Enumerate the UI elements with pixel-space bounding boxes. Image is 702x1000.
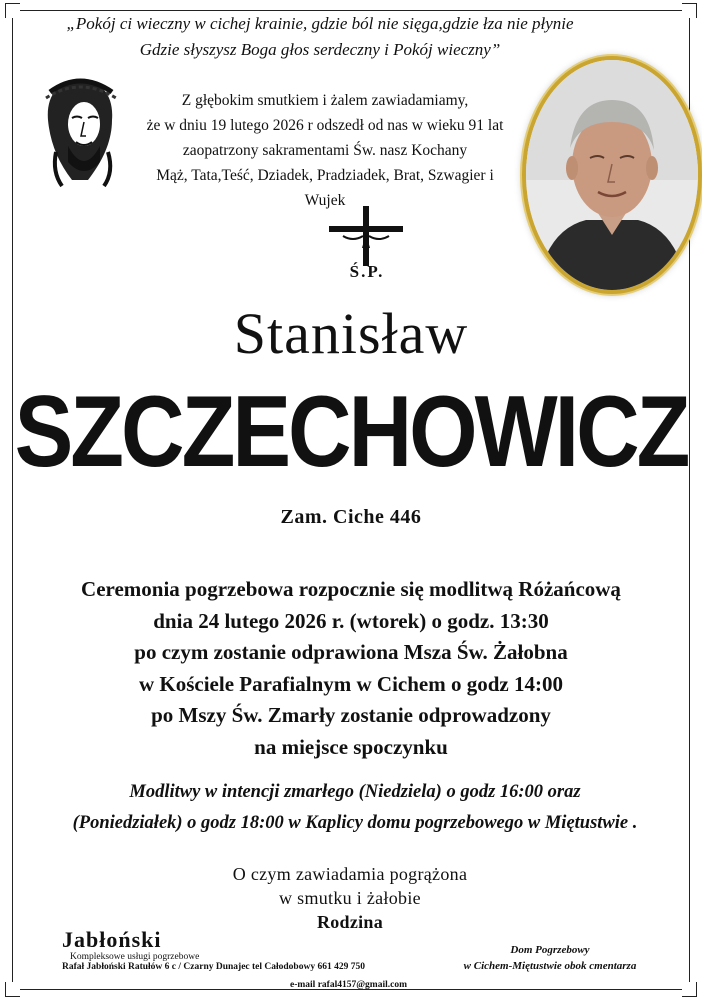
sp-abbreviation: Ś.P. xyxy=(349,262,385,281)
ceremony-line: na miejsce spoczynku xyxy=(254,734,448,759)
contact-line: Rafał Jabłoński Ratułów 6 c / Czarny Dunajec tel Całodobowy 661 429 750 xyxy=(62,962,365,972)
intro-line: zaopatrzony sakramentami Św. nasz Kochany xyxy=(182,142,468,159)
funeral-home-logo xyxy=(62,928,382,963)
closing-line: O czym zawiadamia pogrążona xyxy=(232,864,468,884)
corner-ornament xyxy=(682,982,697,997)
logo-name: Jabłoński xyxy=(62,927,162,952)
deceased-first-name: Stanisław xyxy=(233,301,469,366)
ceremony-line: po Mszy Św. Zmarły zostanie odprowadzony xyxy=(151,703,551,727)
corner-ornament xyxy=(5,982,20,997)
prayer-schedule xyxy=(20,777,690,839)
announcement-text xyxy=(140,88,510,213)
intro-line: Z głębokim smutkiem i żalem zawiadamiamy, xyxy=(181,92,469,109)
ceremony-line: po czym zostanie odprawiona Msza Św. Żałobna xyxy=(134,640,568,664)
portrait-photo xyxy=(522,56,702,294)
ceremony-line: w Kościele Parafialnym w Cichem o godz 14:00 xyxy=(138,671,563,696)
prayer-line: Modlitwy w intencji zmarłego (Niedziela) o godz 16:00 oraz xyxy=(129,782,581,802)
deceased-surname: SZCZECHOWICZ xyxy=(14,373,688,488)
logo-subtitle: Kompleksowe usługi pogrzebowe xyxy=(70,952,200,962)
quote-line-2: Gdzie słyszysz Boga głos serdeczny i Pokój wieczny” xyxy=(139,40,501,59)
closing-line: w smutku i żałobie xyxy=(279,888,421,908)
funeral-home-location xyxy=(430,942,670,974)
closing-text xyxy=(150,862,550,934)
ceremony-line: Ceremonia pogrzebowa rozpocznie się modlitwą Różańcową xyxy=(81,577,621,601)
quote-line-1: „Pokój ci wieczny w cichej krainie, gdzie ból nie sięga,gdzie łza nie płynie xyxy=(66,14,574,33)
prayer-line: (Poniedziałek) o godz 18:00 w Kaplicy domu pogrzebowego w Miętustwie . xyxy=(72,813,638,833)
corner-ornament xyxy=(5,3,20,18)
corner-ornament xyxy=(682,3,697,18)
deceased-address: Zam. Ciche 446 xyxy=(280,506,422,528)
family-signature: Rodzina xyxy=(316,912,384,932)
intro-line: że w dniu 19 lutego 2026 r odszedł od nas w wieku 91 lat xyxy=(146,117,504,134)
christ-crown-of-thorns-image xyxy=(28,62,132,192)
email-text: e-mail rafal4157@gmail.com xyxy=(290,980,408,990)
home-line: w Cichem-Miętustwie obok cmentarza xyxy=(463,960,637,972)
ceremony-line: dnia 24 lutego 2026 r. (wtorek) o godz. 13:30 xyxy=(153,608,549,633)
home-line: Dom Pogrzebowy xyxy=(510,944,590,956)
intro-line: Mąż, Tata,Teść, Dziadek, Pradziadek, Brat, Szwagier i Wujek xyxy=(156,167,494,209)
ceremony-details xyxy=(20,574,682,763)
